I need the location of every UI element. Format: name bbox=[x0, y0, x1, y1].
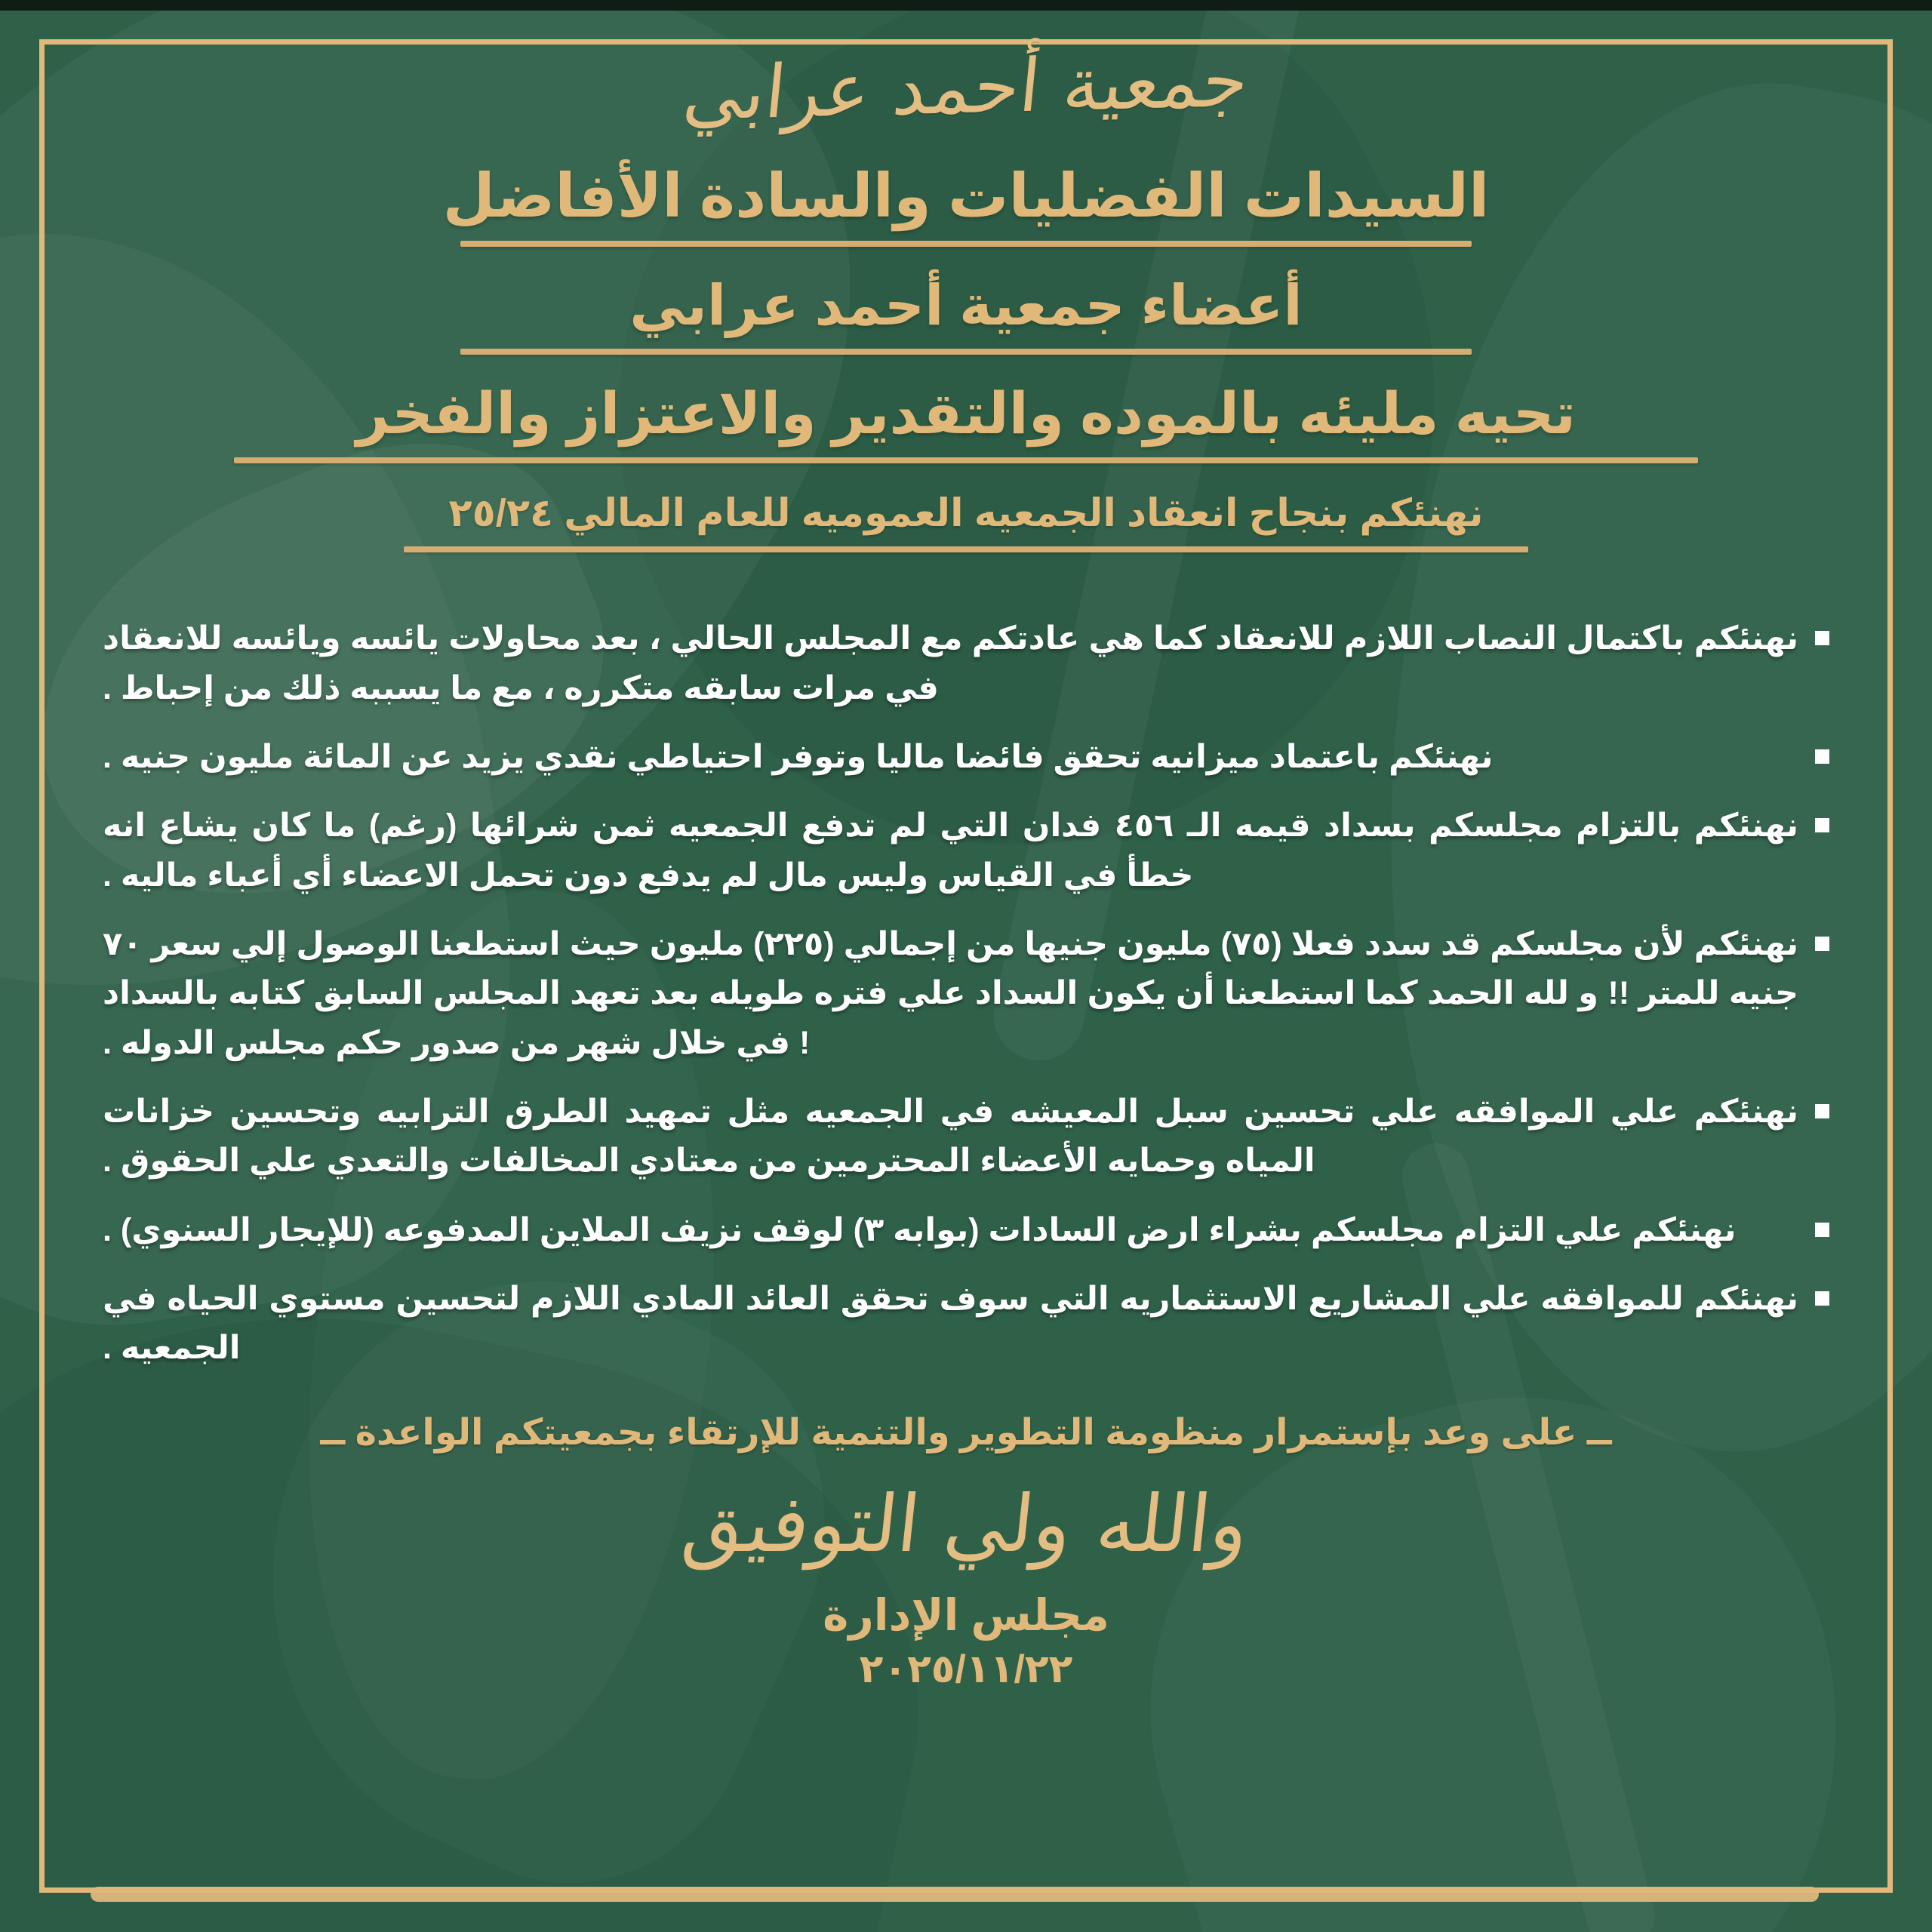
closing-pledge-text: ــ على وعد بإستمرار منظومة التطوير والتنمية للإرتقاء بجمعيتكم الواعدة ــ bbox=[320, 1412, 1612, 1453]
footer-organization: مجلس الإدارة bbox=[823, 1590, 1109, 1640]
bullet-payment-progress: نهنئكم لأن مجلسكم قد سدد فعلا (٧٥) مليون جنيها من إجمالي (٢٢٥) مليون حيث استطعنا الوصول إلي سعر ٧٠ جنيه للمتر !! و لله الحمد كما استطعنا أن يكون السداد علي فتره طويله بعد تعهد المجلس السابق كتابه بالسداد ! في خلال شهر من صدور حكم مجلس الدوله . bbox=[103, 925, 1798, 1061]
poster-footer bbox=[89, 1475, 1843, 1692]
square-bullet-icon bbox=[1815, 631, 1829, 645]
list-item bbox=[103, 1088, 1829, 1186]
square-bullet-icon bbox=[1815, 1223, 1829, 1237]
heading-rule-1 bbox=[460, 241, 1472, 247]
subtitle-row bbox=[89, 491, 1843, 575]
bullet-investment: نهنئكم للموافقه علي المشاريع الاستثماريه التي سوف تحقق العائد المادي اللازم لتحسين مستوي الحياه في الجمعيه . bbox=[103, 1281, 1798, 1367]
list-item bbox=[103, 614, 1829, 713]
bullet-livelihood: نهنئكم علي الموافقه علي تحسين سبل المعيشه في الجمعيه مثل تمهيد الطرق الترابيه وتحسين خزانات المياه وحمايه الأعضاء المحترمين من معتادي المخالفات والتعدي علي الحقوق . bbox=[103, 1094, 1798, 1180]
list-item bbox=[103, 733, 1829, 782]
heading-block bbox=[89, 162, 1843, 580]
bullet-budget: نهنئكم باعتماد ميزانيه تحقق فائضا ماليا وتوفر احتياطي نقدي يزيد عن المائة مليون جنيه . bbox=[103, 738, 1494, 775]
heading-rule-2 bbox=[460, 349, 1472, 355]
heading-rule-3 bbox=[234, 457, 1698, 463]
list-item bbox=[103, 1275, 1829, 1374]
list-item bbox=[103, 1206, 1829, 1255]
association-calligraphy-logo: جمعية أحمد عرابي bbox=[679, 37, 1253, 137]
heading-row-1 bbox=[89, 162, 1843, 269]
bullet-land-payment: نهنئكم بالتزام مجلسكم بسداد قيمه الـ ٤٥٦ فدان التي لم تدفع الجمعيه ثمن شرائها (رغم) ما كان يشاع انه خطأ في القياس وليس مال لم يدفع دون تحمل الاعضاء أي أعباء ماليه . bbox=[103, 808, 1798, 894]
heading-row-3 bbox=[89, 382, 1843, 487]
square-bullet-icon bbox=[1815, 1291, 1829, 1306]
bullet-quorum: نهنئكم باكتمال النصاب اللازم للانعقاد كما هي عادتكم مع المجلس الحالي ، بعد محاولات يائسه ويائسه للانعقاد في مرات سابقه متكرره ، مع ما يسببه ذلك من إحباط . bbox=[103, 620, 1798, 706]
list-item bbox=[103, 920, 1829, 1068]
bullet-sadat-land: نهنئكم علي التزام مجلسكم بشراء ارض السادات (بوابه ٣) لوقف نزيف الملاين المدفوعه (للإيجار السنوي) . bbox=[103, 1211, 1737, 1248]
heading-line-3: تحيه مليئه بالموده والتقدير والاعتزاز والفخر bbox=[355, 381, 1577, 446]
list-item bbox=[103, 801, 1829, 900]
closing-pledge-block bbox=[89, 1411, 1843, 1454]
square-bullet-icon bbox=[1815, 749, 1829, 764]
footer-date: ٢٠٢٥/١١/٢٢ bbox=[859, 1647, 1073, 1691]
heading-line-2: أعضاء جمعية أحمد عرابي bbox=[629, 274, 1303, 337]
top-dark-strip bbox=[0, 0, 1932, 11]
square-bullet-icon bbox=[1815, 818, 1829, 832]
heading-subtitle: نهنئكم بنجاح انعقاد الجمعيه العموميه للعام المالي ٢٥/٢٤ bbox=[448, 491, 1484, 535]
association-logo bbox=[679, 30, 1253, 143]
square-bullet-icon bbox=[1815, 937, 1829, 951]
subtitle-rule bbox=[404, 546, 1528, 552]
square-bullet-icon bbox=[1815, 1104, 1829, 1118]
footer-calligraphy: والله ولي التوفيق bbox=[678, 1477, 1254, 1570]
heading-row-2 bbox=[89, 274, 1843, 377]
congratulations-list bbox=[89, 614, 1843, 1393]
heading-line-1: السيدات الفضليات والسادة الأفاضل bbox=[442, 162, 1490, 229]
